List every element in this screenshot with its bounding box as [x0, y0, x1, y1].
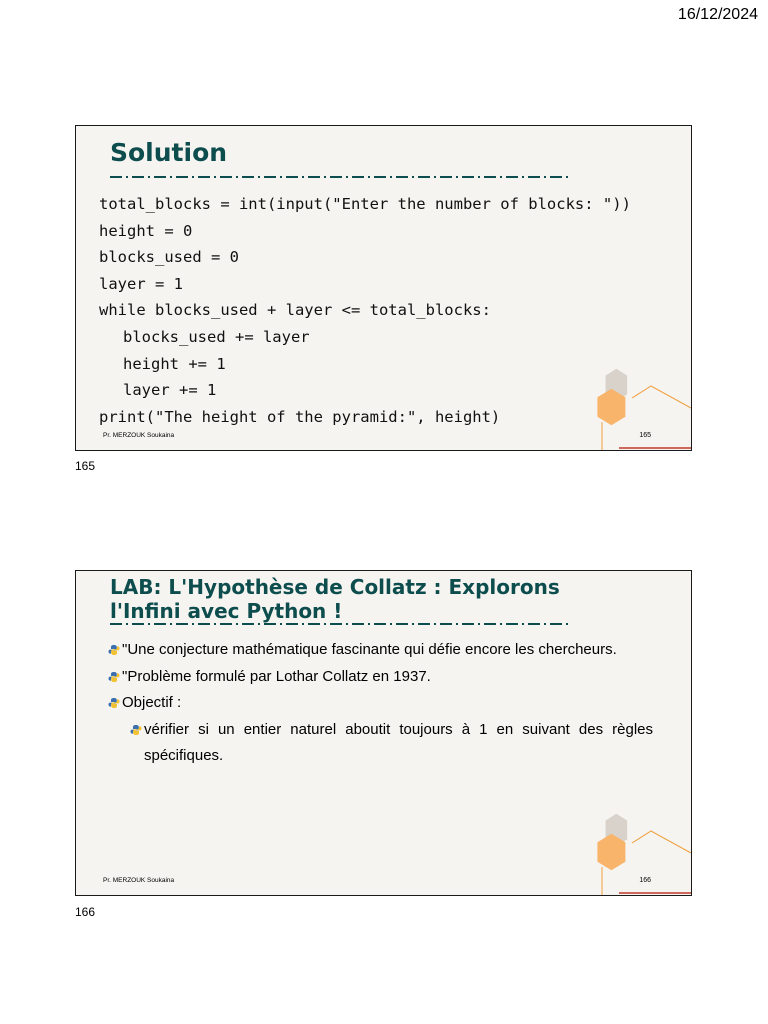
footer-author: Pr. MERZOUK Soukaina — [103, 877, 175, 884]
code-line: total_blocks = int(input("Enter the number of blocks: ")) — [99, 195, 631, 213]
bullet-item — [108, 637, 653, 664]
bullet-text: vérifier si un entier naturel aboutit toujours à 1 en suivant des règles spécifiques. — [144, 720, 653, 764]
bullet-item — [108, 690, 653, 717]
bullet-text: Objectif : — [122, 694, 182, 711]
python-logo-icon — [130, 724, 142, 736]
page-date: 16/12/2024 — [677, 6, 758, 23]
slide-title: Solution — [110, 138, 228, 167]
code-line: while blocks_used + layer <= total_blocks: — [99, 301, 491, 320]
code-line: blocks_used = 0 — [99, 248, 239, 267]
title-underline — [110, 623, 572, 625]
bullet-list — [108, 637, 653, 770]
code-line: height += 1 — [123, 354, 226, 373]
code-line: layer = 1 — [99, 274, 183, 293]
footer-author: Pr. MERZOUK Soukaina — [103, 432, 175, 439]
sub-bullet-item — [130, 717, 653, 770]
hexagon-decoration-icon — [581, 785, 691, 895]
title-underline — [110, 176, 572, 178]
hexagon-decoration-icon — [581, 340, 691, 450]
code-line: layer += 1 — [123, 381, 217, 400]
bullet-item — [108, 664, 653, 691]
slide-number: 165 — [639, 432, 651, 439]
slide-title-line: l'Infini avec Python ! — [110, 599, 343, 623]
code-line: blocks_used += layer — [123, 327, 310, 346]
code-block — [99, 191, 631, 430]
code-line: height = 0 — [99, 221, 193, 240]
code-line: print("The height of the pyramid:", height) — [99, 407, 501, 426]
python-logo-icon — [108, 671, 120, 683]
page-number: 165 — [75, 459, 96, 473]
python-logo-icon — [108, 644, 120, 656]
slide-165 — [75, 125, 692, 451]
slide-166 — [75, 570, 692, 896]
bullet-text: "Une conjecture mathématique fascinante qui défie encore les chercheurs. — [122, 641, 617, 658]
page-number: 166 — [75, 905, 96, 919]
python-logo-icon — [108, 697, 120, 709]
slide-number: 166 — [639, 877, 651, 884]
bullet-text: "Problème formulé par Lothar Collatz en 1937. — [122, 667, 431, 685]
slide-title-line: LAB: L'Hypothèse de Collatz : Explorons — [110, 575, 560, 599]
slide-title — [110, 575, 560, 623]
